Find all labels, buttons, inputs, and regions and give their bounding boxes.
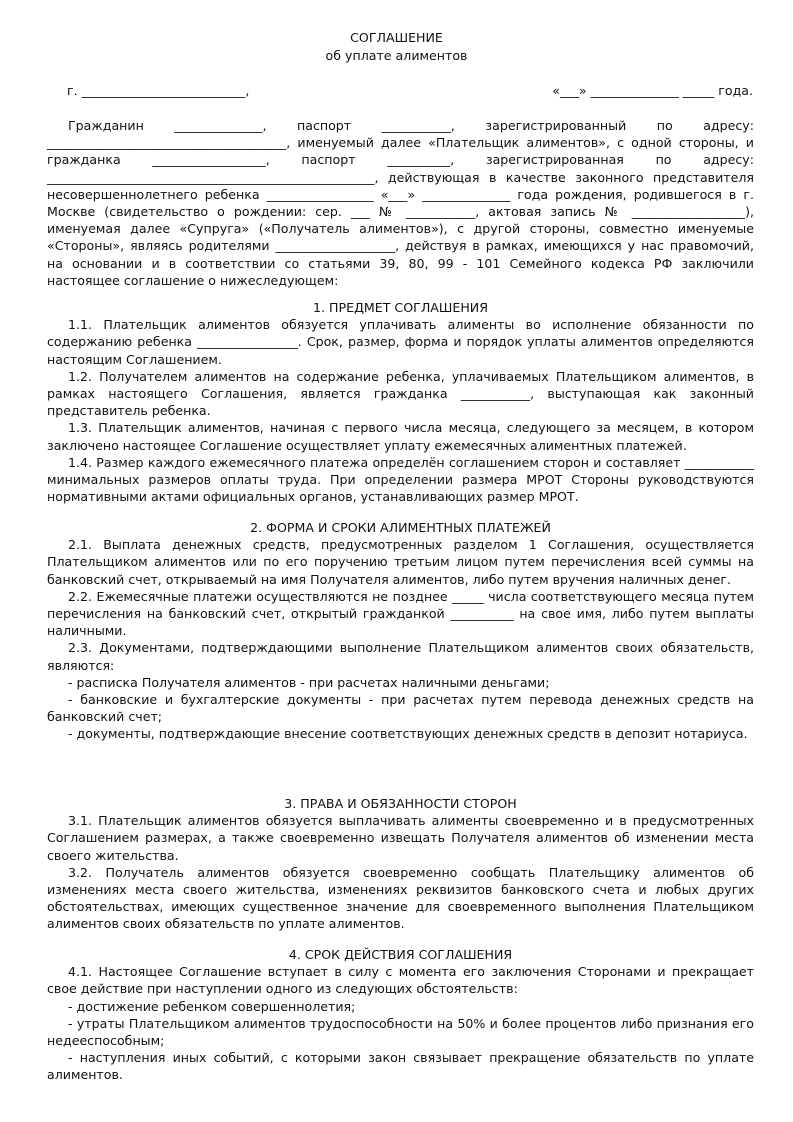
list-item: - расписка Получателя алиментов - при расчетах наличными деньгами; (68, 674, 550, 690)
clause-paragraph: 2.1. Выплата денежных средств, предусмотренных разделом 1 Соглашения, осуществляется Плательщиком алиментов или по его поручению третьим лицом путем перечисления всей суммы на банковский счет, открываемый на имя Получателя алиментов, либо путем вручения наличных денег. (47, 537, 754, 587)
section-2 (47, 519, 754, 743)
section-heading: 3. ПРАВА И ОБЯЗАННОСТИ СТОРОН (284, 796, 517, 811)
city-line: г. __________________________, (67, 83, 250, 98)
clause-paragraph: 1.3. Плательщик алиментов, начиная с первого числа месяца, следующего за месяцем, в котором заключено настоящее Соглашение осуществляет уплату ежемесячных алиментных платежей. (47, 420, 754, 453)
section-4 (47, 946, 754, 1084)
clause-paragraph: 4.1. Настоящее Соглашение вступает в силу с момента его заключения Сторонами и прекращает свое действие при наступлении одного из следующих обстоятельств: (47, 964, 754, 997)
clause-paragraph: 3.2. Получатель алиментов обязуется своевременно сообщать Плательщику алиментов об изменениях места своего жительства, изменениях реквизитов банковского счета и любых других обстоятельствах, имеющих существенное значение для своевременного выполнения Плательщиком алиментов своих обязательств по уплате алиментов. (47, 864, 754, 932)
clause-paragraph: 1.1. Плательщик алиментов обязуется уплачивать алименты во исполнение обязанности по содержанию ребенка ________________. Срок, размер, форма и порядок уплаты алиментов определяются настоящим Соглашением. (47, 317, 754, 367)
preamble-block (47, 117, 754, 289)
preamble-paragraph: Гражданин ______________, паспорт ___________, зарегистрированный по адресу: ______________________________________, именуемый далее «Плательщик алиментов», с одной стороны, и гражданка __________________, паспорт __________, зарегистрированная по адресу: ____________________________________________________, действующая в качестве законного представителя несовершеннолетнего ребенка _________________ «___» ______________ года рождения, родившегося в г. Москве (свидетельство о рождении: сер. ___ № ___________, актовая запись № __________________), именуемая далее «Супруга» («Получатель алиментов»), с другой стороны, совместно именуемые «Стороны», являясь родителями ___________________, действуя в рамках, имеющихся у нас правомочий, на основании и в соответствии со статьями 39, 80, 99 - 101 Семейного кодекса РФ заключили настоящее соглашение о нижеследующем: (47, 118, 754, 288)
section-heading: 2. ФОРМА И СРОКИ АЛИМЕНТНЫХ ПЛАТЕЖЕЙ (250, 520, 551, 535)
section-heading: 4. СРОК ДЕЙСТВИЯ СОГЛАШЕНИЯ (288, 947, 513, 962)
date-line: «___» ______________ _____ года. (552, 83, 753, 98)
clause-paragraph: 1.4. Размер каждого ежемесячного платежа определён соглашением сторон и составляет ___________ минимальных размеров оплаты труда. При определении размера МРОТ Стороны руководствуются нормативными актами официальных органов, устанавливающих размер МРОТ. (47, 454, 754, 505)
section-heading: 1. ПРЕДМЕТ СОГЛАШЕНИЯ (313, 300, 488, 315)
clause-paragraph: 2.3. Документами, подтверждающими выполнение Плательщиком алиментов своих обязательств, являются: (47, 640, 754, 673)
list-item: - достижение ребенком совершеннолетия; (68, 998, 356, 1014)
list-item: - утраты Плательщиком алиментов трудоспособности на 50% и более процентов либо признания его недееспособным; (47, 1015, 754, 1049)
clause-paragraph: 3.1. Плательщик алиментов обязуется выплачивать алименты своевременно и в предусмотренных Соглашением размерах, а также своевременно извещать Получателя алиментов об изменении места своего жительства. (47, 813, 754, 863)
document-subtitle: об уплате алиментов (325, 48, 468, 63)
section-1 (47, 299, 754, 505)
list-item: - документы, подтверждающие внесение соответствующих денежных средств в депозит нотариуса. (68, 726, 748, 742)
clause-paragraph: 2.2. Ежемесячные платежи осуществляются не позднее _____ числа соответствующего месяца путем перечисления на банковский счет, открытый гражданкой __________ на свое имя, либо путем выплаты наличными. (47, 588, 754, 639)
list-item: - банковские и бухгалтерские документы - при расчетах путем перевода денежных средств на банковский счет; (47, 692, 754, 725)
list-item: - наступления иных событий, с которыми закон связывает прекращение обязательств по уплате алиментов. (47, 1050, 754, 1083)
clause-paragraph: 1.2. Получателем алиментов на содержание ребенка, уплачиваемых Плательщиком алиментов, в рамках настоящего Соглашения, является гражданка ___________, выступающая как законный представитель ребенка. (47, 368, 754, 419)
section-3 (47, 795, 754, 933)
document-title: СОГЛАШЕНИЕ (350, 30, 443, 45)
